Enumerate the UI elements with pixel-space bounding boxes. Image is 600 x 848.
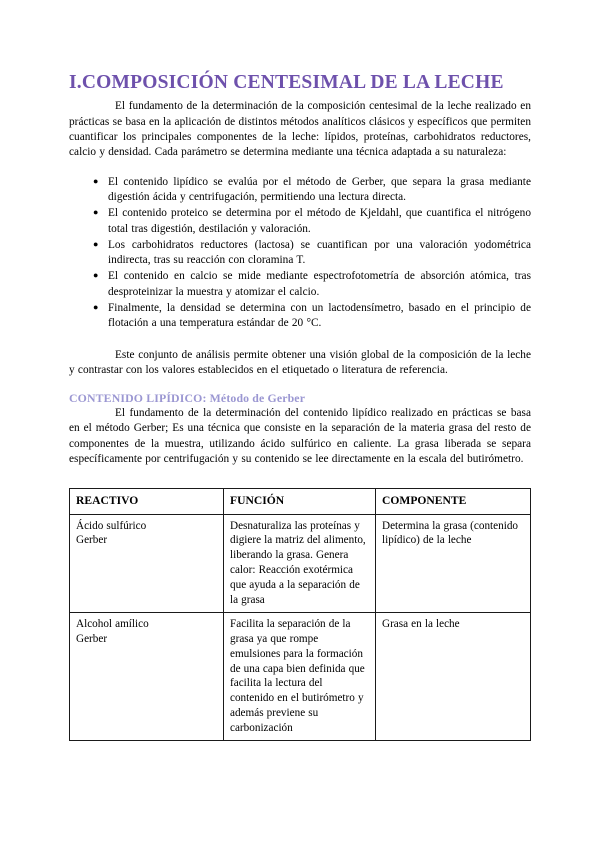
- list-item-text: Finalmente, la densidad se determina con un lactodensímetro, basado en el principio de flotación a una temperatura estándar de 20 °C.: [108, 302, 531, 330]
- bullet-dot-icon: ●: [93, 207, 99, 218]
- section-paragraph: El fundamento de la determinación del contenido lipídico realizado en prácticas se basa en el método Gerber; Es una técnica que consiste en la separación de la materia grasa del resto de componentes de la muestra, utilizando ácido sulfúrico en caliente. La grasa liberada se separa específicamente por centrifugación y su contenido se lee directamente en la escala del butirómetro.: [69, 406, 531, 465]
- cell-reactivo-line2: Gerber: [76, 534, 108, 547]
- closing-paragraph: Este conjunto de análisis permite obtener una visión global de la composición de la leche y contrastar con los valores establecidos en el etiquetado o literatura de referencia.: [69, 348, 531, 376]
- reactivos-table: [69, 488, 531, 741]
- list-item: [69, 206, 531, 237]
- table-header-row: [70, 489, 531, 514]
- intro-paragraph: El fundamento de la determinación de la composición centesimal de la leche realizado en prácticas se basa en la aplicación de distintos métodos analíticos clásicos y específicos que permiten cuantificar los principales componentes de la leche: lípidos, proteínas, carbohidratos reductores, calcio y densidad. Cada parámetro se determina mediante una técnica adaptada a su naturaleza:: [69, 100, 531, 159]
- table-row: [70, 514, 531, 612]
- table-header-reactivo: REACTIVO: [70, 489, 224, 514]
- cell-reactivo-line2: Gerber: [76, 632, 108, 645]
- cell-funcion: Facilita la separación de la grasa ya que rompe emulsiones para la formación de una capa bien definida que facilita la lectura del contenido en el butirómetro y además previene su carbonización: [224, 612, 376, 740]
- page-title: I.COMPOSICIÓN CENTESIMAL DE LA LECHE: [69, 72, 504, 93]
- list-item-text: El contenido en calcio se mide mediante espectrofotometría de absorción atómica, tras desproteinizar la muestra y atomizar el calcio.: [108, 270, 531, 298]
- bullet-dot-icon: ●: [93, 270, 99, 281]
- list-item: [69, 175, 531, 206]
- table-header-funcion: FUNCIÓN: [224, 489, 376, 514]
- table-row: [70, 612, 531, 740]
- bullet-dot-icon: ●: [93, 238, 99, 249]
- list-item-text: El contenido lipídico se evalúa por el método de Gerber, que separa la grasa mediante digestión ácida y centrifugación, permitiendo una lectura directa.: [108, 175, 531, 203]
- table-header-componente: COMPONENTE: [376, 489, 531, 514]
- bullet-dot-icon: ●: [93, 302, 99, 312]
- cell-reactivo: [70, 514, 224, 612]
- list-item: [69, 301, 531, 332]
- cell-funcion: Desnaturaliza las proteínas y digiere la matriz del alimento, liberando la grasa. Genera calor: Reacción exotérmica que ayuda a la separación de la grasa: [224, 514, 376, 612]
- list-item-text: El contenido proteico se determina por el método de Kjeldahl, que cuantifica el nitrógeno total tras digestión, destilación y valoración.: [108, 207, 531, 235]
- list-item: [69, 238, 531, 269]
- cell-reactivo: [70, 612, 224, 740]
- cell-reactivo-line1: Ácido sulfúrico: [76, 519, 147, 532]
- list-item: [69, 269, 531, 300]
- cell-componente: Grasa en la leche: [376, 612, 531, 740]
- list-item-text: Los carbohidratos reductores (lactosa) se cuantifican por una valoración yodométrica indirecta, tras su reacción con cloramina T.: [108, 238, 531, 267]
- bullet-dot-icon: ●: [93, 175, 99, 186]
- section-heading-contenido-lipidico: CONTENIDO LIPÍDICO: Método de Gerber: [69, 391, 306, 406]
- cell-componente: Determina la grasa (contenido lipídico) de la leche: [376, 514, 531, 612]
- cell-reactivo-line1: Alcohol amílico: [76, 617, 149, 630]
- method-bullet-list: [69, 175, 531, 332]
